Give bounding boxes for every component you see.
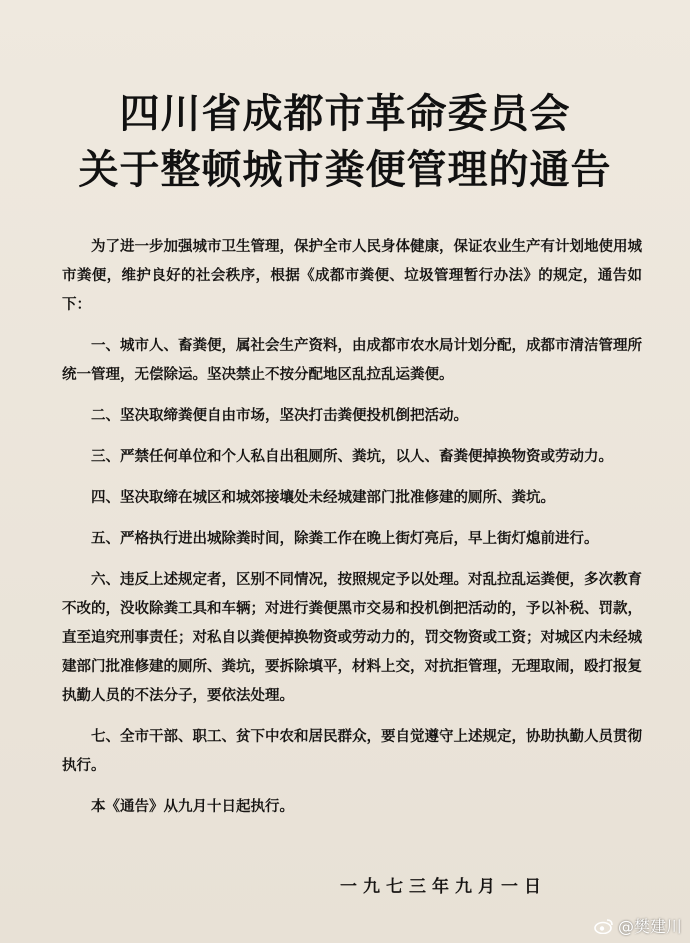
watermark [594, 914, 682, 937]
title-line-2: 关于整顿城市粪便管理的通告 [78, 147, 612, 193]
paragraph-item-2: 二、坚决取缔粪便自由市场，坚决打击粪便投机倒把活动。 [91, 407, 468, 424]
paragraph-item-4: 四、坚决取缔在城区和城郊接壤处未经城建部门批准修建的厕所、粪坑。 [91, 489, 555, 506]
notice-body [62, 232, 642, 833]
paragraph-item-7: 七、全市干部、职工、贫下中农和居民群众，要自觉遵守上述规定，协助执勤人员贯彻执行。 [62, 728, 642, 774]
paragraph-item-1: 一、城市人、畜粪便，属社会生产资料，由成都市农水局计划分配，成都市清洁管理所统一管理，无偿除运。坚决禁止不按分配地区乱拉乱运粪便。 [62, 337, 642, 383]
paragraph-item-6: 六、违反上述规定者，区别不同情况，按照规定予以处理。对乱拉乱运粪便，多次教育不改的，没收除粪工具和车辆；对进行粪便黑市交易和投机倒把活动的，予以补税、罚款，直至追究刑事责任；对私自以粪便掉换物资或劳动力的，罚交物资或工资；对城区内未经城建部门批准修建的厕所、粪坑，要拆除填平，材料上交，对抗拒管理，无理取闹，殴打报复执勤人员的不法分子，要依法处理。 [62, 571, 642, 704]
paragraph-effective-date: 本《通告》从九月十日起执行。 [91, 798, 294, 815]
paragraph-item-3: 三、严禁任何单位和个人私自出租厕所、粪坑，以人、畜粪便掉换物资或劳动力。 [91, 448, 613, 465]
issue-date: 一九七三年九月一日 [340, 877, 547, 897]
watermark-text: @樊建川 [617, 917, 682, 936]
weibo-icon [594, 918, 614, 934]
paragraph-item-5: 五、严格执行进出城除粪时间，除粪工作在晚上街灯亮后，早上街灯熄前进行。 [91, 530, 599, 547]
paragraph-intro: 为了进一步加强城市卫生管理，保护全市人民身体健康，保证农业生产有计划地使用城市粪便，维护良好的社会秩序，根据《成都市粪便、垃圾管理暂行办法》的规定，通告如下： [62, 238, 642, 313]
title-line-1: 四川省成都市革命委员会 [119, 91, 571, 137]
